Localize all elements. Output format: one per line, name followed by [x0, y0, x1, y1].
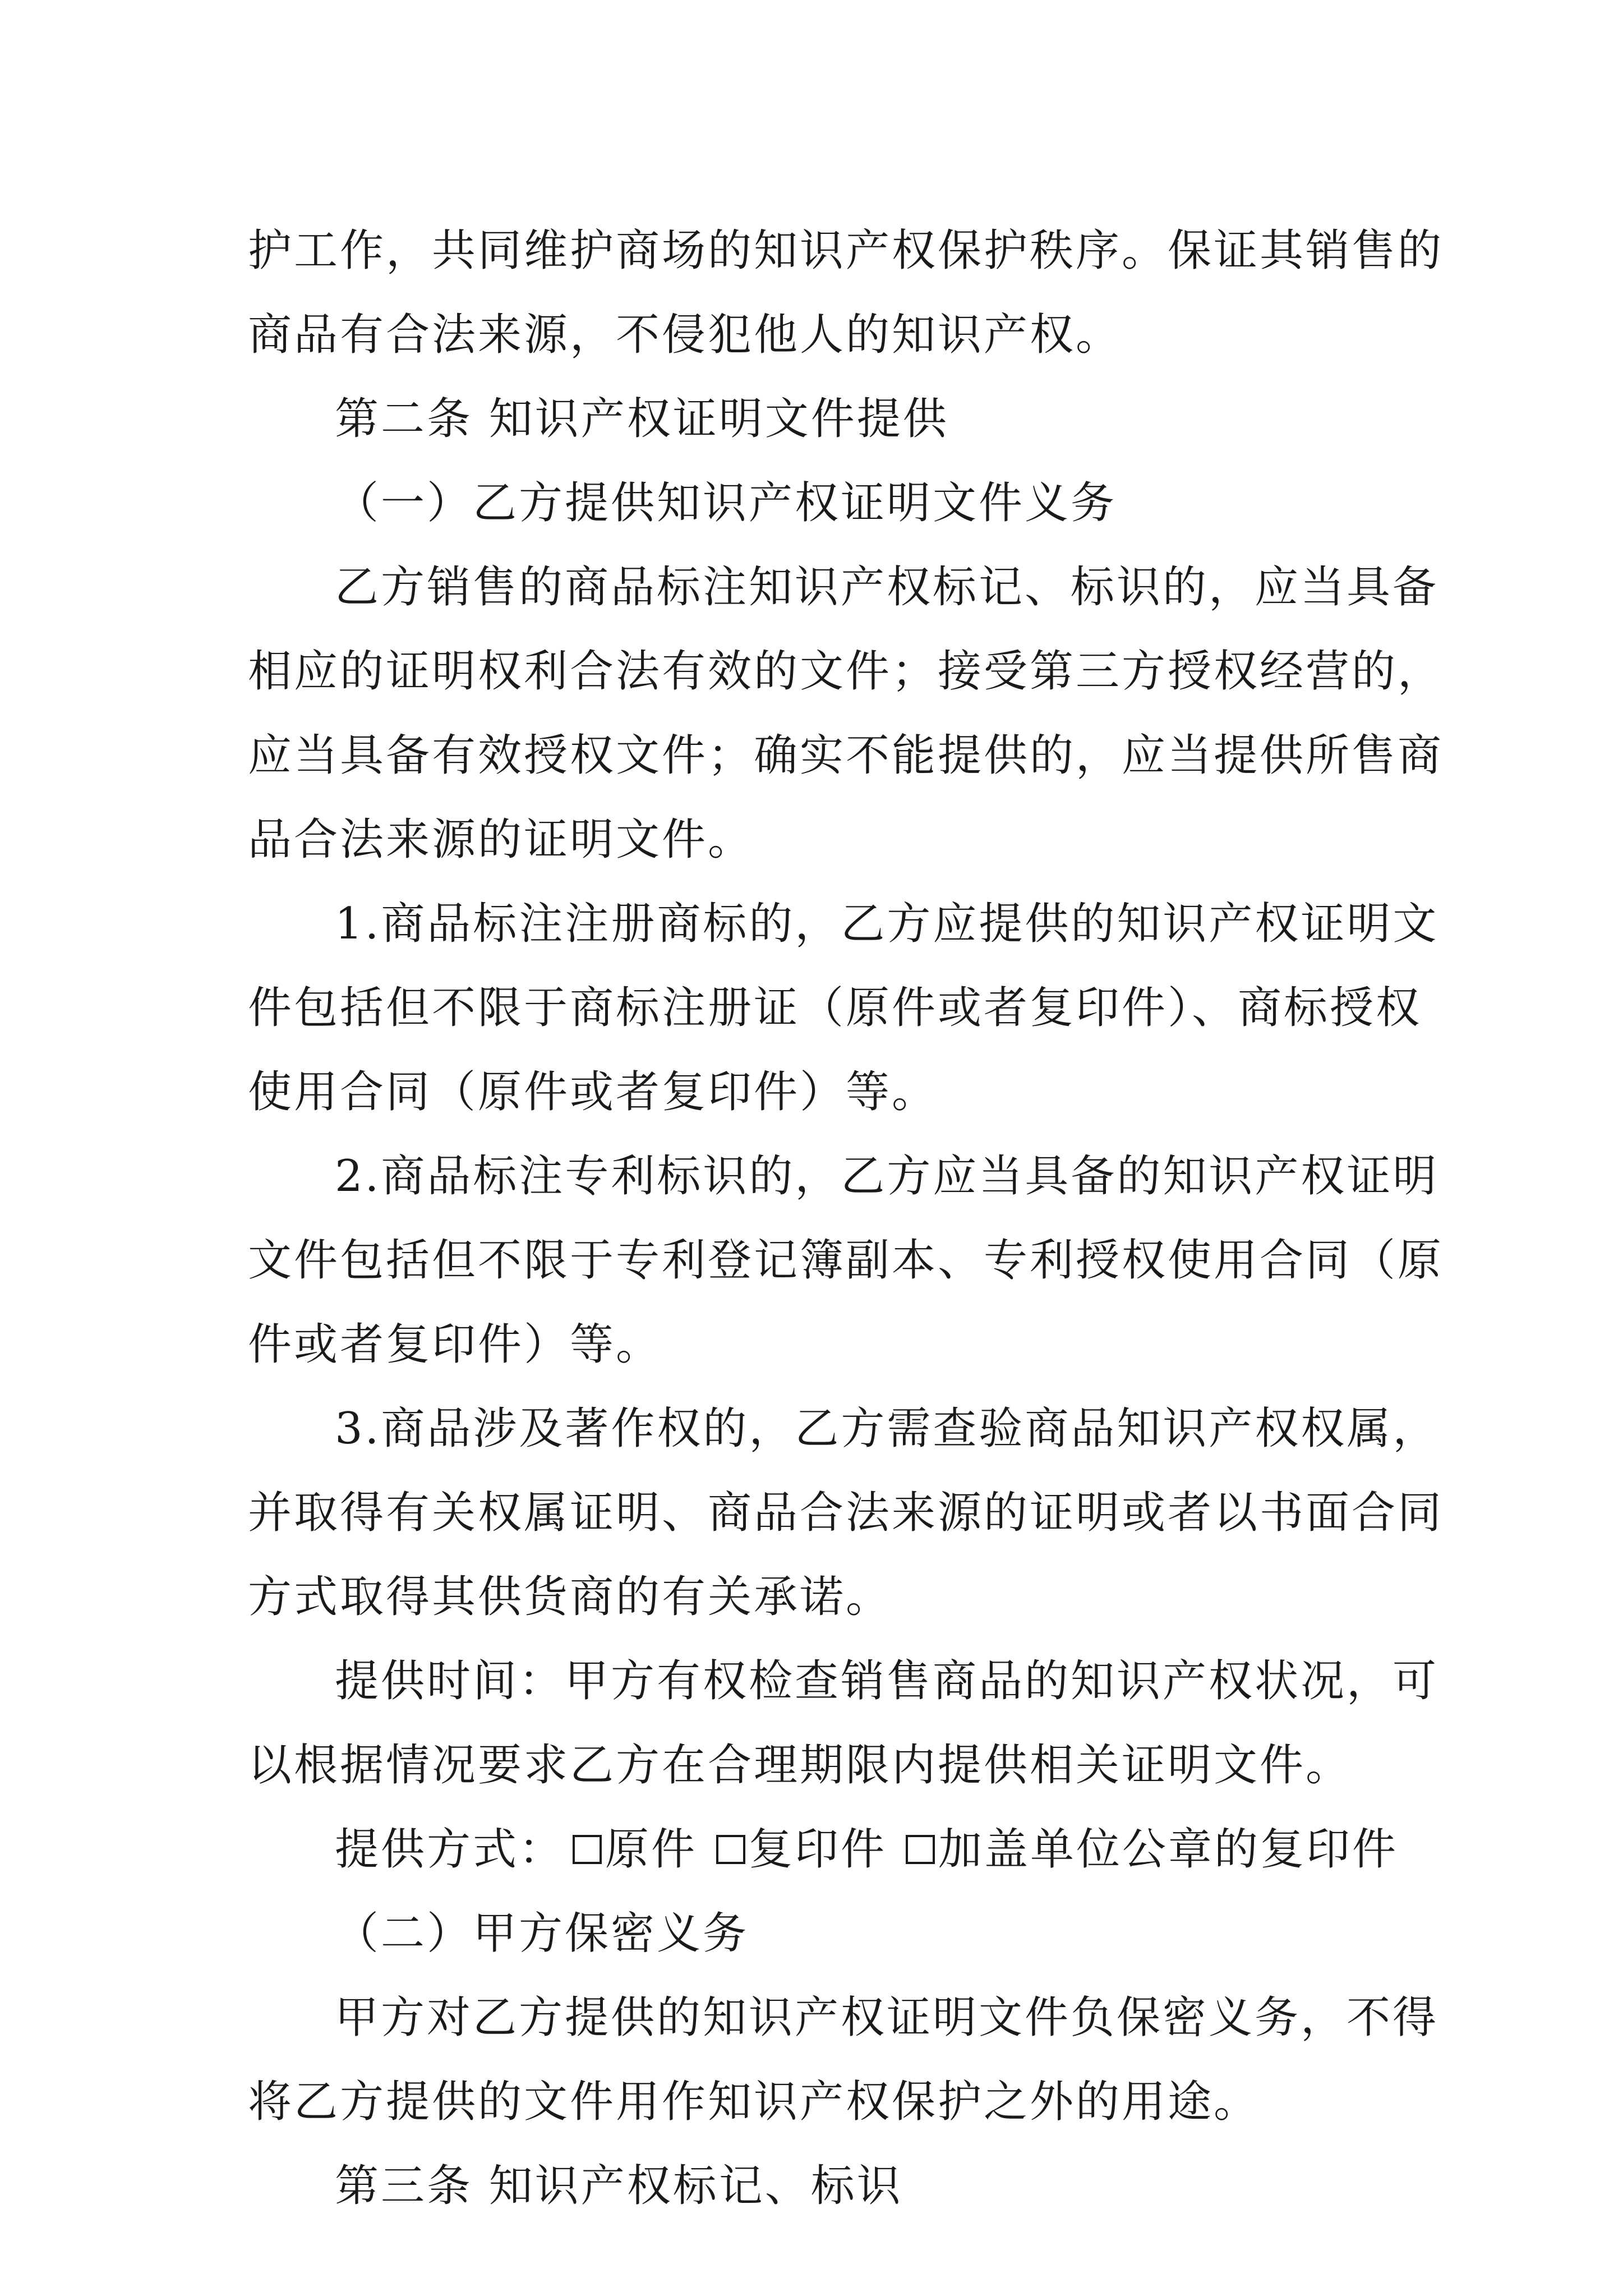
provide-method-row [248, 1807, 1399, 1892]
paragraph-line: 护工作，共同维护商场的知识产权保护秩序。保证其销售的 [248, 226, 1444, 276]
option-stamped-copy-label: 加盖单位公章的复印件 [938, 1824, 1399, 1875]
list-item-line: 3.商品涉及著作权的，乙方需查验商品知识产权权属， [335, 1404, 1439, 1454]
document-page [248, 209, 1444, 2228]
list-item-line: 2.商品标注专利标识的，乙方应当具备的知识产权证明 [335, 1151, 1439, 1202]
option-stamped-copy [898, 1807, 1398, 1892]
paragraph-line: 应当具备有效授权文件；确实不能提供的，应当提供所售商 [248, 730, 1444, 781]
list-item-line: 文件包括但不限于专利登记簿副本、专利授权使用合同（原 [248, 1235, 1444, 1286]
checkbox-copy[interactable] [716, 1835, 745, 1864]
paragraph-line: 相应的证明权利合法有效的文件；接受第三方授权经营的， [248, 646, 1444, 697]
list-item-line: 方式取得其供货商的有关承诺。 [248, 1572, 892, 1622]
option-original [565, 1807, 697, 1892]
provide-method-label: 提供方式： [335, 1824, 565, 1875]
list-item-line: 使用合同（原件或者复印件）等。 [248, 1067, 938, 1117]
subsection-heading: （二）甲方保密义务 [335, 1908, 749, 1959]
option-copy-label: 复印件 [749, 1824, 887, 1875]
list-item-line: 1.商品标注注册商标的，乙方应提供的知识产权证明文 [335, 899, 1439, 949]
paragraph-line: 甲方对乙方提供的知识产权证明文件负保密义务，不得 [335, 1993, 1439, 2043]
section-heading: 第二条 知识产权证明文件提供 [335, 394, 949, 444]
checkbox-original[interactable] [573, 1835, 602, 1864]
paragraph-line: 商品有合法来源，不侵犯他人的知识产权。 [248, 310, 1122, 360]
section-heading: 第三条 知识产权标记、标识 [335, 2161, 903, 2211]
checkbox-stamped-copy[interactable] [906, 1835, 935, 1864]
list-item-line: 件包括但不限于商标注册证（原件或者复印件）、商标授权 [248, 983, 1422, 1033]
paragraph-line: 提供时间：甲方有权检查销售商品的知识产权状况，可 [335, 1656, 1439, 1706]
paragraph-line: 将乙方提供的文件用作知识产权保护之外的用途。 [248, 2077, 1260, 2127]
option-copy [708, 1807, 887, 1892]
list-item-line: 并取得有关权属证明、商品合法来源的证明或者以书面合同 [248, 1488, 1444, 1538]
paragraph-line: 以根据情况要求乙方在合理期限内提供相关证明文件。 [248, 1740, 1352, 1791]
list-item-line: 件或者复印件）等。 [248, 1319, 662, 1370]
paragraph-line: 品合法来源的证明文件。 [248, 815, 754, 865]
subsection-heading: （一）乙方提供知识产权证明文件义务 [335, 478, 1117, 528]
paragraph-line: 乙方销售的商品标注知识产权标记、标识的，应当具备 [335, 562, 1439, 613]
option-original-label: 原件 [605, 1824, 698, 1875]
